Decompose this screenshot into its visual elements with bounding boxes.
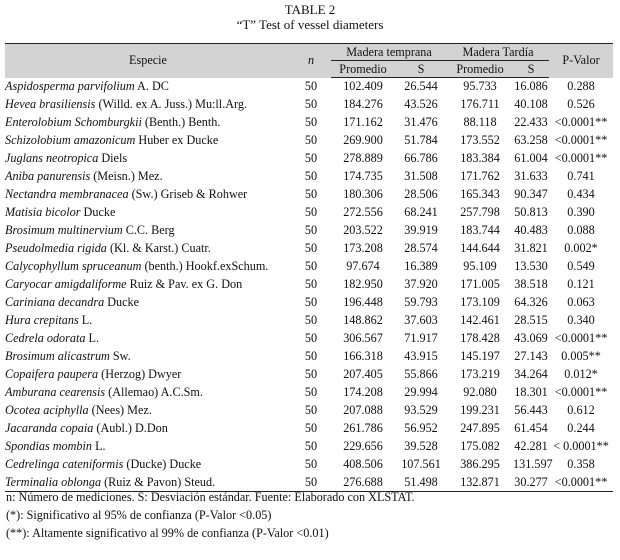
species-cell <box>5 366 291 384</box>
table-row <box>5 312 613 330</box>
species-authority: (Aubl.) D.Don <box>93 421 168 435</box>
n-cell: 50 <box>304 331 318 345</box>
species-cell <box>5 186 291 204</box>
s-temprana-cell: 29.994 <box>404 385 438 399</box>
species-cell <box>5 132 291 150</box>
s-temprana-cell: 43.526 <box>404 97 438 111</box>
n-cell: 50 <box>304 133 318 147</box>
species-name: Cedrelinga cateniformis <box>5 457 124 471</box>
table-row <box>5 438 613 456</box>
table-row <box>5 258 613 276</box>
s-temprana-cell: 71.917 <box>404 331 438 345</box>
s-temprana-cell: 51.498 <box>395 474 447 492</box>
species-name: Cedrela odorata <box>5 331 86 345</box>
vessel-diameter-table <box>5 43 613 492</box>
table-row <box>5 186 613 204</box>
promedio-temprana-cell: 306.567 <box>343 331 383 345</box>
table-body <box>5 78 613 492</box>
n-cell: 50 <box>304 79 318 93</box>
n-cell: 50 <box>304 403 318 417</box>
promedio-tardia-cell: 176.711 <box>460 97 500 111</box>
species-name: Amburana cearensis <box>5 385 106 399</box>
species-name: Terminalia oblonga <box>5 474 102 489</box>
p-valor-cell: <0.0001** <box>554 331 608 345</box>
n-cell: 50 <box>304 385 318 399</box>
s-temprana-cell: 31.476 <box>404 115 438 129</box>
species-cell <box>5 438 291 456</box>
p-valor-cell: 0.012* <box>564 367 598 381</box>
species-cell <box>5 240 291 258</box>
s-temprana-cell: 37.920 <box>404 277 438 291</box>
s-tardia-cell: 63.258 <box>514 133 548 147</box>
species-authority: Ducke <box>104 295 140 309</box>
s-temprana-cell: 55.866 <box>404 367 438 381</box>
species-cell <box>5 114 291 132</box>
promedio-tardia-cell: 165.343 <box>460 187 500 201</box>
s-tardia-cell: 131.597 <box>513 457 553 471</box>
species-authority: (Ruiz & Pavon) Steud. <box>101 474 216 489</box>
header-madera-temprana: Madera temprana <box>331 44 447 61</box>
p-valor-cell: 0.121 <box>567 277 595 291</box>
species-authority: Ruiz & Pav. ex G. Don <box>126 277 243 291</box>
species-name: Brosimum alicastrum <box>5 349 110 363</box>
s-tardia-cell: 16.086 <box>514 79 548 94</box>
promedio-temprana-cell: 180.306 <box>343 187 383 201</box>
promedio-tardia-cell: 247.895 <box>460 421 500 435</box>
promedio-temprana-cell: 207.088 <box>343 403 383 417</box>
promedio-temprana-cell: 207.405 <box>343 367 383 381</box>
promedio-temprana-cell: 408.506 <box>343 457 383 471</box>
s-tardia-cell: 40.483 <box>514 223 548 237</box>
species-name: Pseudolmedia rigida <box>5 241 107 255</box>
p-valor-cell: <0.0001** <box>554 133 608 147</box>
species-name: Hevea brasiliensis <box>5 97 96 111</box>
table-row <box>5 78 613 96</box>
promedio-temprana-cell: 174.735 <box>343 169 383 183</box>
header-n: n <box>291 44 331 78</box>
table-row <box>5 240 613 258</box>
promedio-tardia-cell: 178.428 <box>460 331 500 345</box>
promedio-tardia-cell: 145.197 <box>460 349 500 363</box>
promedio-temprana-cell: 174.208 <box>343 385 383 399</box>
species-authority: (Sw.) Griseb & Rohwer <box>128 187 248 201</box>
species-authority: (Nees) Mez. <box>88 403 152 417</box>
s-temprana-cell: 66.786 <box>404 151 438 165</box>
species-authority: (Meisn.) Mez. <box>90 169 163 183</box>
species-authority: L. <box>78 313 93 327</box>
species-authority: (Herzog) Dwyer <box>98 367 182 381</box>
n-cell: 50 <box>291 474 331 492</box>
n-cell: 50 <box>304 277 318 291</box>
species-name: Spondias mombin <box>5 439 93 453</box>
species-cell <box>5 330 291 348</box>
table-row <box>5 294 613 312</box>
s-temprana-cell: 31.508 <box>404 169 438 183</box>
species-authority: (benth.) Hookf.exSchum. <box>141 259 269 273</box>
n-cell: 50 <box>304 421 318 435</box>
s-temprana-cell: 93.529 <box>404 403 438 417</box>
s-tardia-cell: 61.454 <box>514 421 548 435</box>
promedio-tardia-cell: 173.552 <box>460 133 500 147</box>
promedio-temprana-cell: 229.656 <box>343 439 383 453</box>
table-row <box>5 384 613 402</box>
species-name: Caryocar amigdaliforme <box>5 277 127 291</box>
s-temprana-cell: 68.241 <box>404 205 438 219</box>
promedio-tardia-cell: 144.644 <box>460 241 500 255</box>
promedio-temprana-cell: 102.409 <box>343 79 383 94</box>
species-cell <box>5 456 291 474</box>
n-cell: 50 <box>304 259 318 273</box>
promedio-temprana-cell: 269.900 <box>343 133 383 147</box>
p-valor-cell: 0.063 <box>567 295 595 309</box>
header-p-valor: P-Valor <box>549 44 613 78</box>
header-promedio-temprana: Promedio <box>331 61 395 78</box>
promedio-temprana-cell: 166.318 <box>343 349 383 363</box>
species-cell <box>5 204 291 222</box>
species-cell <box>5 348 291 366</box>
species-name: Juglans neotropica <box>5 151 99 165</box>
s-temprana-cell: 16.389 <box>404 259 438 273</box>
n-cell: 50 <box>304 223 318 237</box>
promedio-tardia-cell: 173.109 <box>460 295 500 309</box>
table-number: TABLE 2 <box>284 2 336 17</box>
species-cell <box>5 168 291 186</box>
p-valor-cell: <0.0001** <box>549 474 613 492</box>
p-valor-cell: 0.244 <box>567 421 595 435</box>
promedio-tardia-cell: 386.295 <box>460 457 500 471</box>
table-caption: “T” Test of vessel diameters <box>236 17 384 32</box>
p-valor-cell: 0.005** <box>561 349 601 363</box>
species-cell <box>5 420 291 438</box>
p-valor-cell: 0.288 <box>567 79 595 93</box>
s-tardia-cell: 56.443 <box>514 403 548 417</box>
promedio-temprana-cell: 278.889 <box>343 151 383 165</box>
table-row <box>5 96 613 114</box>
s-temprana-cell: 37.603 <box>404 313 438 327</box>
s-tardia-cell: 38.518 <box>514 277 548 291</box>
species-authority: Sw. <box>109 349 131 363</box>
n-cell: 50 <box>304 97 318 111</box>
header-especie: Especie <box>5 44 291 78</box>
n-cell: 50 <box>304 115 318 129</box>
table-row <box>5 474 613 492</box>
species-authority: Ducke <box>80 205 116 219</box>
s-tardia-cell: 22.433 <box>514 115 548 129</box>
promedio-temprana-cell: 276.688 <box>331 474 395 492</box>
species-name: Enterolobium Schomburgkii <box>5 115 142 129</box>
header-madera-tardia: Madera Tardía <box>447 44 549 61</box>
s-tardia-cell: 64.326 <box>514 295 548 309</box>
species-authority: Huber ex Ducke <box>135 133 219 147</box>
promedio-temprana-cell: 182.950 <box>343 277 383 291</box>
promedio-tardia-cell: 199.231 <box>460 403 500 417</box>
n-cell: 50 <box>304 295 318 309</box>
s-temprana-cell: 39.528 <box>404 439 438 453</box>
s-temprana-cell: 51.784 <box>404 133 438 147</box>
species-cell <box>5 474 291 492</box>
promedio-tardia-cell: 92.080 <box>463 385 497 399</box>
s-tardia-cell: 30.277 <box>513 474 549 492</box>
s-temprana-cell: 56.952 <box>404 421 438 435</box>
species-authority: L. <box>85 331 100 345</box>
species-cell <box>5 258 291 276</box>
species-authority: Diels <box>98 151 128 165</box>
promedio-temprana-cell: 272.556 <box>343 205 383 219</box>
s-tardia-cell: 31.821 <box>514 241 548 255</box>
p-valor-cell: <0.0001** <box>554 151 608 165</box>
s-tardia-cell: 40.108 <box>514 97 548 111</box>
p-valor-cell: <0.0001** <box>554 385 608 399</box>
n-cell: 50 <box>304 367 318 381</box>
promedio-tardia-cell: 175.082 <box>460 439 500 453</box>
species-authority: (Ducke) Ducke <box>123 457 202 471</box>
species-authority: A. DC <box>134 79 169 93</box>
species-name: Calycophyllum spruceanum <box>5 259 142 273</box>
s-tardia-cell: 18.301 <box>514 385 548 399</box>
s-tardia-cell: 61.004 <box>514 151 548 165</box>
species-cell <box>5 384 291 402</box>
species-name: Nectandra membranacea <box>5 187 129 201</box>
species-cell <box>5 276 291 294</box>
s-temprana-cell: 28.574 <box>404 241 438 255</box>
promedio-tardia-cell: 142.461 <box>460 313 500 327</box>
species-name: Matisia bicolor <box>5 205 81 219</box>
table-row <box>5 366 613 384</box>
promedio-tardia-cell: 171.762 <box>460 169 500 183</box>
species-name: Brosimum multinervium <box>5 223 123 237</box>
promedio-tardia-cell: 132.871 <box>447 474 513 492</box>
promedio-temprana-cell: 261.786 <box>343 421 383 435</box>
promedio-tardia-cell: 171.005 <box>460 277 500 291</box>
p-valor-cell: 0.340 <box>567 313 595 327</box>
note-significance-99: (**): Altamente significativo al 99% de confianza (P-Valor <0.01) <box>6 526 329 540</box>
n-cell: 50 <box>304 313 318 327</box>
header-promedio-tardia: Promedio <box>447 61 513 78</box>
promedio-temprana-cell: 97.674 <box>346 259 380 273</box>
promedio-temprana-cell: 173.208 <box>343 241 383 255</box>
table-row <box>5 150 613 168</box>
s-tardia-cell: 28.515 <box>514 313 548 327</box>
table-row <box>5 168 613 186</box>
table-row <box>5 456 613 474</box>
promedio-tardia-cell: 183.384 <box>460 151 500 165</box>
promedio-tardia-cell: 183.744 <box>460 223 500 237</box>
species-authority: L. <box>92 439 106 453</box>
species-authority: C.C. Berg <box>122 223 175 237</box>
s-temprana-cell: 107.561 <box>401 457 441 471</box>
p-valor-cell: <0.0001** <box>554 115 608 129</box>
table-row <box>5 222 613 240</box>
species-name: Copaifera paupera <box>5 367 99 381</box>
s-temprana-cell: 43.915 <box>404 349 438 363</box>
n-cell: 50 <box>304 241 318 255</box>
s-temprana-cell: 59.793 <box>404 295 438 309</box>
s-tardia-cell: 50.813 <box>514 205 548 219</box>
s-tardia-cell: 42.281 <box>514 439 548 453</box>
species-name: Aniba panurensis <box>5 169 91 183</box>
table-row <box>5 114 613 132</box>
header-s-tardia: S <box>513 61 549 78</box>
species-cell <box>5 78 291 96</box>
table-row <box>5 330 613 348</box>
promedio-tardia-cell: 257.798 <box>460 205 500 219</box>
n-cell: 50 <box>304 439 318 453</box>
species-cell <box>5 402 291 420</box>
table-row <box>5 348 613 366</box>
species-name: Ocotea aciphylla <box>5 403 89 417</box>
p-valor-cell: 0.526 <box>567 97 595 111</box>
promedio-temprana-cell: 196.448 <box>343 295 383 309</box>
s-temprana-cell: 39.919 <box>404 223 438 237</box>
p-valor-cell: 0.358 <box>567 457 595 471</box>
s-tardia-cell: 13.530 <box>514 259 548 273</box>
species-cell <box>5 294 291 312</box>
p-valor-cell: 0.434 <box>567 187 595 201</box>
species-name: Hura crepitans <box>5 313 79 327</box>
note-abbreviations: n: Número de mediciones. S: Desviación estándar. Fuente: Elaborado con XLSTAT. <box>6 490 415 504</box>
promedio-temprana-cell: 184.276 <box>343 97 383 111</box>
s-tardia-cell: 43.069 <box>514 331 548 345</box>
header-s-temprana: S <box>395 61 447 78</box>
s-tardia-cell: 34.264 <box>514 367 548 381</box>
s-tardia-cell: 27.143 <box>514 349 548 363</box>
s-temprana-cell: 26.544 <box>404 79 438 94</box>
n-cell: 50 <box>304 187 318 201</box>
table-row <box>5 204 613 222</box>
p-valor-cell: 0.612 <box>567 403 595 417</box>
promedio-temprana-cell: 203.522 <box>343 223 383 237</box>
table-row <box>5 420 613 438</box>
table-row <box>5 132 613 150</box>
species-name: Aspidosperma parvifolium <box>5 79 135 93</box>
species-name: Cariniana decandra <box>5 295 105 309</box>
n-cell: 50 <box>304 349 318 363</box>
s-temprana-cell: 28.506 <box>404 187 438 201</box>
species-cell <box>5 222 291 240</box>
note-significance-95: (*): Significativo al 95% de confianza (P-Valor <0.05) <box>6 508 272 522</box>
p-valor-cell: 0.549 <box>567 259 595 273</box>
promedio-tardia-cell: 173.219 <box>460 367 500 381</box>
p-valor-cell: < 0.0001** <box>553 439 609 453</box>
n-cell: 50 <box>304 169 318 183</box>
table-row <box>5 402 613 420</box>
species-cell <box>5 96 291 114</box>
table-row <box>5 276 613 294</box>
species-authority: (Kl. & Karst.) Cuatr. <box>106 241 211 255</box>
species-authority: (Benth.) Benth. <box>141 115 221 129</box>
species-name: Schizolobium amazonicum <box>5 133 136 147</box>
species-authority: (Allemao) A.C.Sm. <box>105 385 203 399</box>
s-tardia-cell: 90.347 <box>514 187 548 201</box>
species-cell <box>5 150 291 168</box>
promedio-tardia-cell: 88.118 <box>463 115 497 129</box>
s-tardia-cell: 31.633 <box>514 169 548 183</box>
species-name: Jacaranda copaia <box>5 421 94 435</box>
p-valor-cell: 0.390 <box>567 205 595 219</box>
p-valor-cell: 0.002* <box>564 241 598 255</box>
species-cell <box>5 312 291 330</box>
p-valor-cell: 0.088 <box>567 223 595 237</box>
promedio-tardia-cell: 95.109 <box>463 259 497 273</box>
promedio-temprana-cell: 171.162 <box>343 115 383 129</box>
promedio-tardia-cell: 95.733 <box>463 79 497 94</box>
n-cell: 50 <box>304 457 318 471</box>
promedio-temprana-cell: 148.862 <box>343 313 383 327</box>
n-cell: 50 <box>304 151 318 165</box>
n-cell: 50 <box>304 205 318 219</box>
species-authority: (Willd. ex A. Juss.) Mu:ll.Arg. <box>95 97 248 111</box>
p-valor-cell: 0.741 <box>567 169 595 183</box>
